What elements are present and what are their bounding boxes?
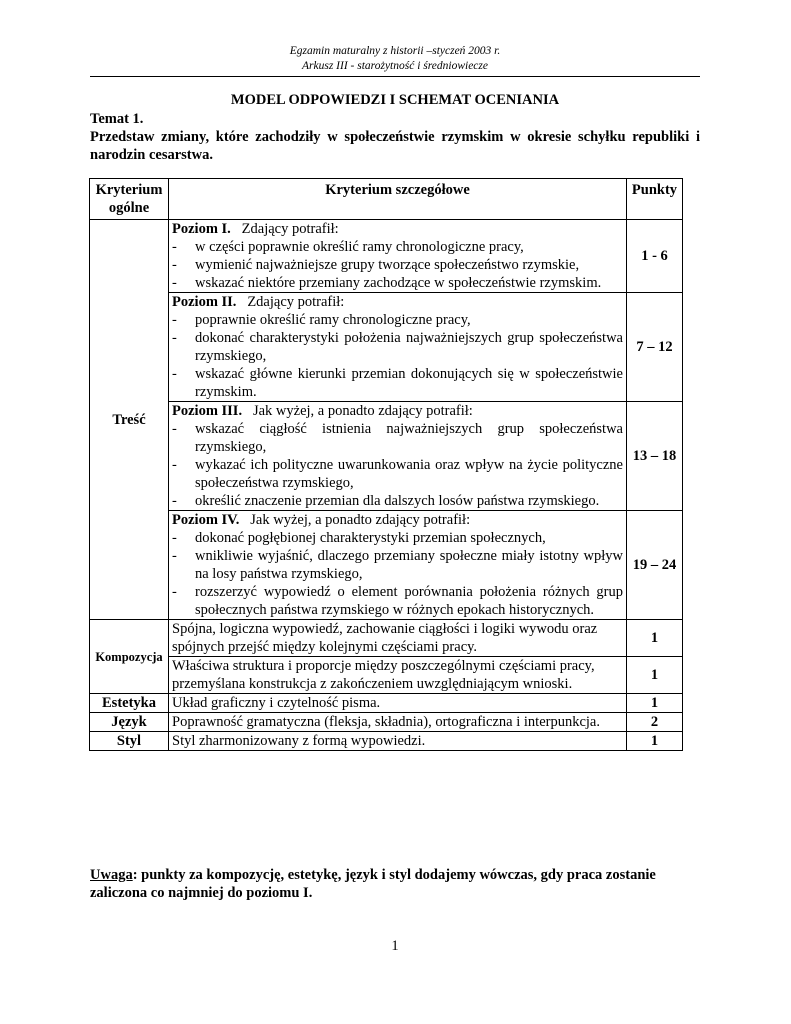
level-3-description [169, 402, 627, 511]
table-row-language [90, 713, 683, 732]
scoring-table [89, 178, 683, 751]
composition-2-text: Właściwa struktura i proporcje między poszczególnymi częściami pracy, przemyślana konstrukcja z zakończeniem uwzględniającym wnioski. [169, 657, 627, 694]
level-2-description [169, 293, 627, 402]
level-4-list [172, 529, 623, 619]
page-header [90, 44, 700, 74]
list-item: - rozszerzyć wypowiedź o element porównania położenia różnych grup społecznych państwa rzymskiego w różnych epokach historycznych. [172, 583, 623, 619]
topic-label: Temat 1. [90, 111, 144, 127]
list-item: - wskazać niektóre przemiany zachodzące w społeczeństwie rzymskim. [172, 274, 623, 292]
header-divider [90, 76, 700, 77]
page-number: 1 [391, 938, 399, 954]
level-2-list [172, 311, 623, 401]
list-item: - wymienić najważniejsze grupy tworzące społeczeństwo rzymskie, [172, 256, 623, 274]
topic-text: Przedstaw zmiany, które zachodziły w społeczeństwie rzymskim w okresie schyłku republiki i narodzin cesarstwa. [90, 129, 700, 163]
topic-block [90, 110, 700, 164]
note-label: Uwaga [90, 867, 133, 883]
level-4-intro: Jak wyżej, a ponadto zdający potrafił: [250, 512, 471, 528]
table-row-style [90, 732, 683, 751]
aesthetics-text: Układ graficzny i czytelność pisma. [169, 694, 627, 713]
table-row-level-2 [90, 293, 683, 402]
level-1-label: Poziom I. [172, 221, 231, 237]
header-exam-line: Egzamin maturalny z historii –styczeń 2003 r. [289, 45, 501, 57]
level-2-label: Poziom II. [172, 294, 237, 310]
composition-2-points: 1 [627, 657, 683, 694]
level-2-points: 7 – 12 [627, 293, 683, 402]
level-4-heading [172, 511, 623, 529]
aesthetics-points: 1 [627, 694, 683, 713]
list-item: - dokonać charakterystyki położenia najważniejszych grup społeczeństwa rzymskiego, [172, 329, 623, 365]
level-4-points: 19 – 24 [627, 511, 683, 620]
list-item: - wnikliwie wyjaśnić, dlaczego przemiany społeczne miały istotny wpływ na losy państwa rzymskiego, [172, 547, 623, 583]
table-row-level-4 [90, 511, 683, 620]
criterion-aesthetics: Estetyka [90, 694, 169, 713]
header-sheet-line: Arkusz III - starożytność i średniowiecze [302, 60, 488, 72]
document-title: MODEL ODPOWIEDZI I SCHEMAT OCENIANIA [230, 92, 560, 108]
header-general-criterion: Kryterium ogólne [90, 179, 169, 220]
table-row-level-1 [90, 220, 683, 293]
level-2-intro: Zdający potrafił: [247, 294, 345, 310]
table-row-aesthetics [90, 694, 683, 713]
level-1-heading [172, 220, 623, 238]
level-1-points: 1 - 6 [627, 220, 683, 293]
criterion-composition: Kompozycja [90, 620, 169, 694]
criterion-content: Treść [90, 220, 169, 620]
level-3-points: 13 – 18 [627, 402, 683, 511]
level-3-heading [172, 402, 623, 420]
table-header-row [90, 179, 683, 220]
table-row-composition-1 [90, 620, 683, 657]
level-2-heading [172, 293, 623, 311]
level-1-list [172, 238, 623, 292]
header-points: Punkty [627, 179, 683, 220]
language-text: Poprawność gramatyczna (fleksja, składnia), ortograficzna i interpunkcja. [169, 713, 627, 732]
note-block [90, 866, 700, 902]
header-detailed-criterion: Kryterium szczegółowe [169, 179, 627, 220]
list-item: - wskazać ciągłość istnienia najważniejszych grup społeczeństwa rzymskiego, [172, 420, 623, 456]
list-item: - wykazać ich polityczne uwarunkowania oraz wpływ na życie polityczne społeczeństwa rzymskiego, [172, 456, 623, 492]
table-row-composition-2 [90, 657, 683, 694]
level-3-intro: Jak wyżej, a ponadto zdający potrafił: [252, 403, 473, 419]
style-points: 1 [627, 732, 683, 751]
level-1-description [169, 220, 627, 293]
composition-1-points: 1 [627, 620, 683, 657]
list-item: - wskazać główne kierunki przemian dokonujących się w społeczeństwie rzymskim. [172, 365, 623, 401]
level-4-description [169, 511, 627, 620]
note-text: : punkty za kompozycję, estetykę, język i styl dodajemy wówczas, gdy praca zostanie zaliczona co najmniej do poziomu I. [90, 867, 656, 901]
composition-1-text: Spójna, logiczna wypowiedź, zachowanie ciągłości i logiki wywodu oraz spójnych przejść między kolejnymi częściami pracy. [169, 620, 627, 657]
language-points: 2 [627, 713, 683, 732]
style-text: Styl zharmonizowany z formą wypowiedzi. [169, 732, 627, 751]
level-4-label: Poziom IV. [172, 512, 240, 528]
level-3-label: Poziom III. [172, 403, 243, 419]
level-1-intro: Zdający potrafił: [241, 221, 339, 237]
list-item: - w części poprawnie określić ramy chronologiczne pracy, [172, 238, 623, 256]
criterion-style: Styl [90, 732, 169, 751]
list-item: - poprawnie określić ramy chronologiczne pracy, [172, 311, 623, 329]
table-row-level-3 [90, 402, 683, 511]
criterion-language: Język [90, 713, 169, 732]
level-3-list [172, 420, 623, 510]
list-item: - określić znaczenie przemian dla dalszych losów państwa rzymskiego. [172, 492, 623, 510]
list-item: - dokonać pogłębionej charakterystyki przemian społecznych, [172, 529, 623, 547]
